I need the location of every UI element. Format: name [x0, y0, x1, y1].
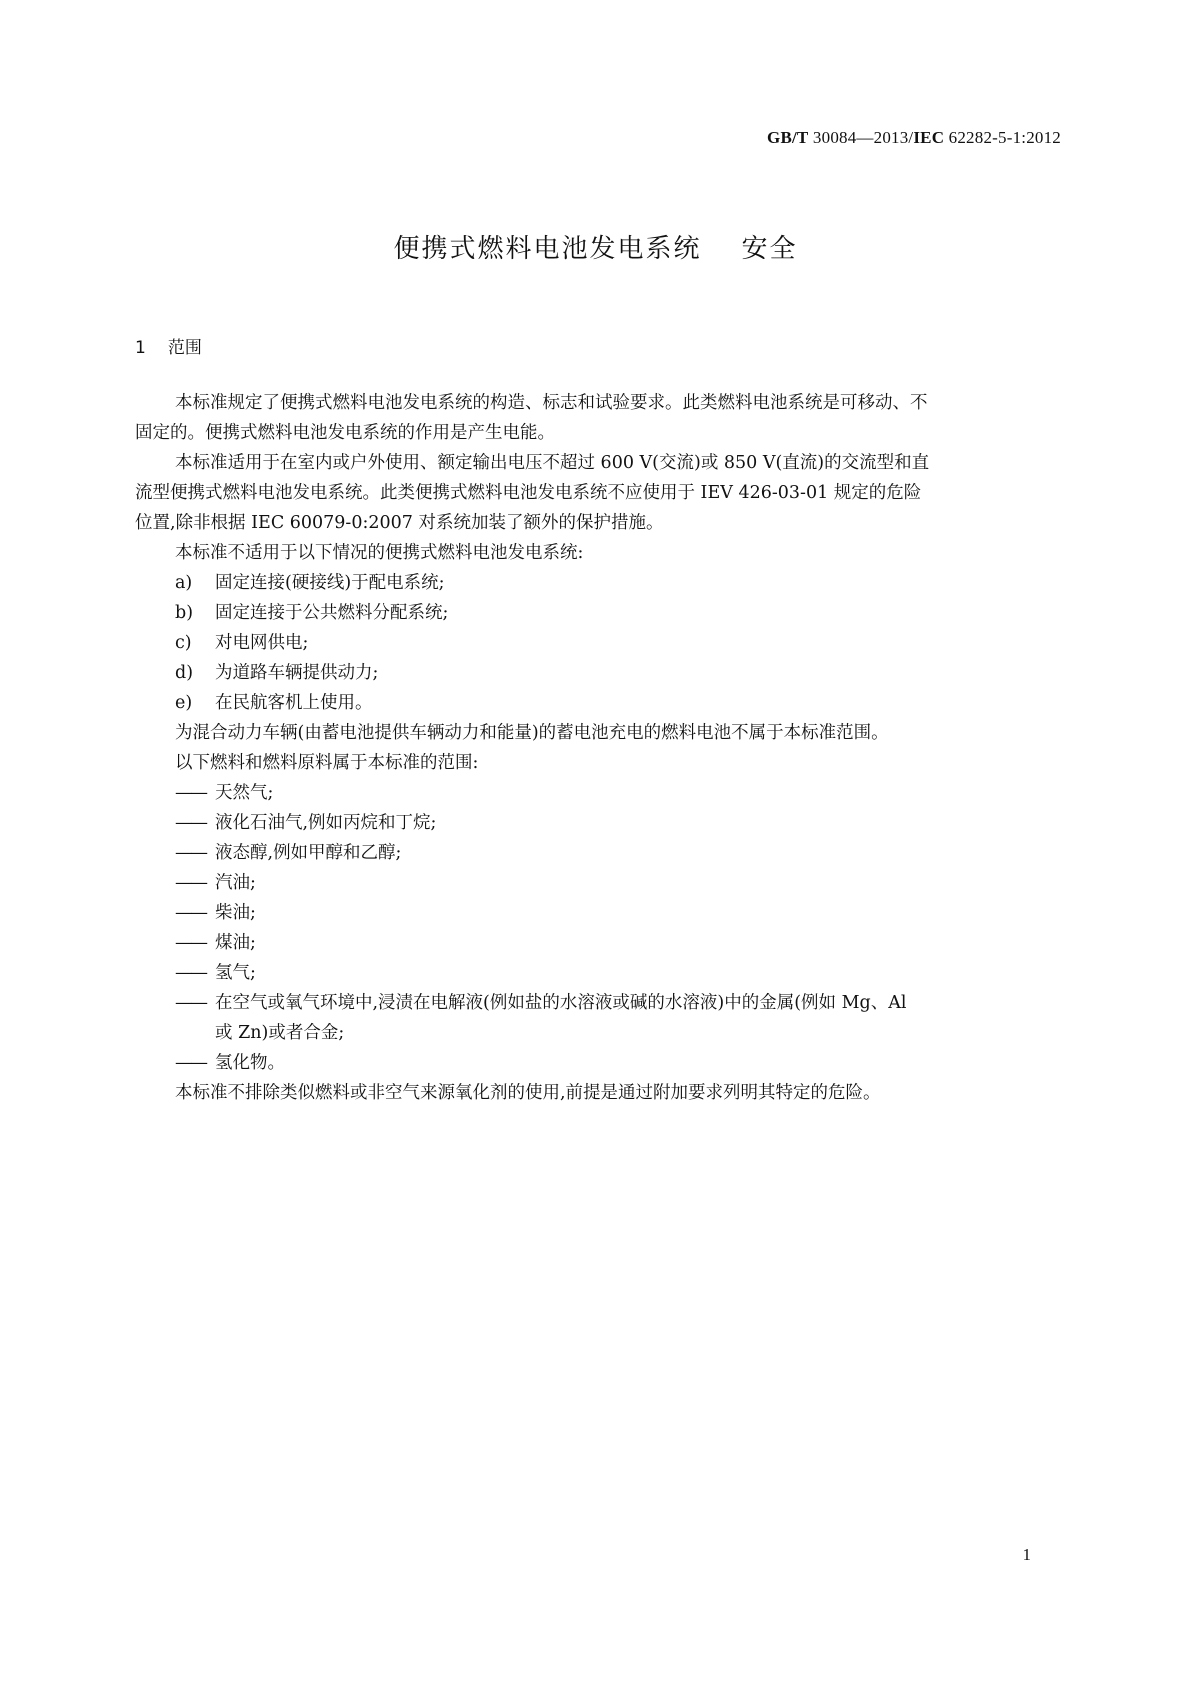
title-part-2: 安全	[741, 234, 798, 264]
fuel-text: 柴油;	[215, 903, 256, 923]
fuel-text: 氢化物。	[215, 1053, 285, 1073]
document-body	[135, 388, 1060, 1108]
dash-marker: ——	[175, 843, 206, 863]
fuel-item	[175, 988, 1060, 1048]
fuel-item	[175, 868, 1060, 898]
fuel-text-continued: 或 Zn)或者合金;	[215, 1023, 345, 1043]
fuel-item	[175, 1048, 1060, 1078]
fuel-item	[175, 808, 1060, 838]
list-marker: c)	[175, 633, 192, 653]
list-item	[175, 628, 1060, 658]
paragraph-2	[135, 448, 1060, 538]
dash-marker: ——	[175, 963, 206, 983]
fuel-text: 煤油;	[215, 933, 256, 953]
title-part-1: 便携式燃料电池发电系统	[393, 234, 702, 264]
list-marker: b)	[175, 603, 194, 623]
paragraph-line: 位置,除非根据 IEC 60079-0:2007 对系统加装了额外的保护措施。	[135, 513, 664, 533]
fuel-text: 在空气或氧气环境中,浸渍在电解液(例如盐的水溶液或碱的水溶液)中的金属(例如 Mg、Al	[215, 993, 907, 1013]
section-number: 1	[135, 338, 146, 358]
dash-marker: ——	[175, 993, 206, 1013]
list-item	[175, 568, 1060, 598]
fuel-text: 液态醇,例如甲醇和乙醇;	[215, 843, 402, 863]
fuel-item	[175, 838, 1060, 868]
fuel-text: 氢气;	[215, 963, 256, 983]
paragraph-line: 本标准适用于在室内或户外使用、额定输出电压不超过 600 V(交流)或 850 V(直流)的交流型和直	[175, 453, 930, 473]
list-marker: d)	[175, 663, 194, 683]
list-text: 固定连接于公共燃料分配系统;	[215, 603, 449, 623]
section-title: 范围	[167, 338, 202, 358]
standard-code-header	[767, 128, 1061, 148]
fuel-text: 汽油;	[215, 873, 256, 893]
dash-marker: ——	[175, 813, 206, 833]
paragraph-1	[135, 388, 1060, 448]
list-marker: a)	[175, 573, 193, 593]
fuel-text: 液化石油气,例如丙烷和丁烷;	[215, 813, 437, 833]
document-title	[0, 228, 1191, 265]
paragraph-5: 以下燃料和燃料原料属于本标准的范围:	[175, 753, 479, 773]
paragraph-line: 固定的。便携式燃料电池发电系统的作用是产生电能。	[135, 423, 555, 443]
paragraph-3: 本标准不适用于以下情况的便携式燃料电池发电系统:	[175, 543, 584, 563]
list-item	[175, 658, 1060, 688]
header-code-bold: GB/T	[767, 128, 809, 147]
fuel-item	[175, 778, 1060, 808]
dash-marker: ——	[175, 783, 206, 803]
list-text: 为道路车辆提供动力;	[215, 663, 379, 683]
dash-marker: ——	[175, 1053, 206, 1073]
page-number: 1	[1022, 1545, 1031, 1564]
dash-marker: ——	[175, 903, 206, 923]
list-marker: e)	[175, 693, 193, 713]
list-item	[175, 688, 1060, 718]
paragraph-line: 流型便携式燃料电池发电系统。此类便携式燃料电池发电系统不应使用于 IEV 426-03-01 规定的危险	[135, 483, 922, 503]
fuel-item	[175, 898, 1060, 928]
header-iec-rest: 62282-5-1:2012	[944, 128, 1061, 147]
header-iec-bold: IEC	[913, 128, 945, 147]
fuel-item	[175, 958, 1060, 988]
section-heading	[135, 333, 202, 358]
list-text: 对电网供电;	[215, 633, 309, 653]
list-item	[175, 598, 1060, 628]
list-text: 在民航客机上使用。	[215, 693, 373, 713]
fuel-text: 天然气;	[215, 783, 274, 803]
paragraph-line: 本标准规定了便携式燃料电池发电系统的构造、标志和试验要求。此类燃料电池系统是可移动、不	[175, 393, 928, 413]
fuel-item	[175, 928, 1060, 958]
header-code-rest: 30084—2013/	[808, 128, 914, 147]
dash-marker: ——	[175, 933, 206, 953]
paragraph-6: 本标准不排除类似燃料或非空气来源氧化剂的使用,前提是通过附加要求列明其特定的危险。	[175, 1083, 881, 1103]
dash-marker: ——	[175, 873, 206, 893]
list-text: 固定连接(硬接线)于配电系统;	[215, 573, 445, 593]
paragraph-4: 为混合动力车辆(由蓄电池提供车辆动力和能量)的蓄电池充电的燃料电池不属于本标准范围。	[175, 723, 889, 743]
